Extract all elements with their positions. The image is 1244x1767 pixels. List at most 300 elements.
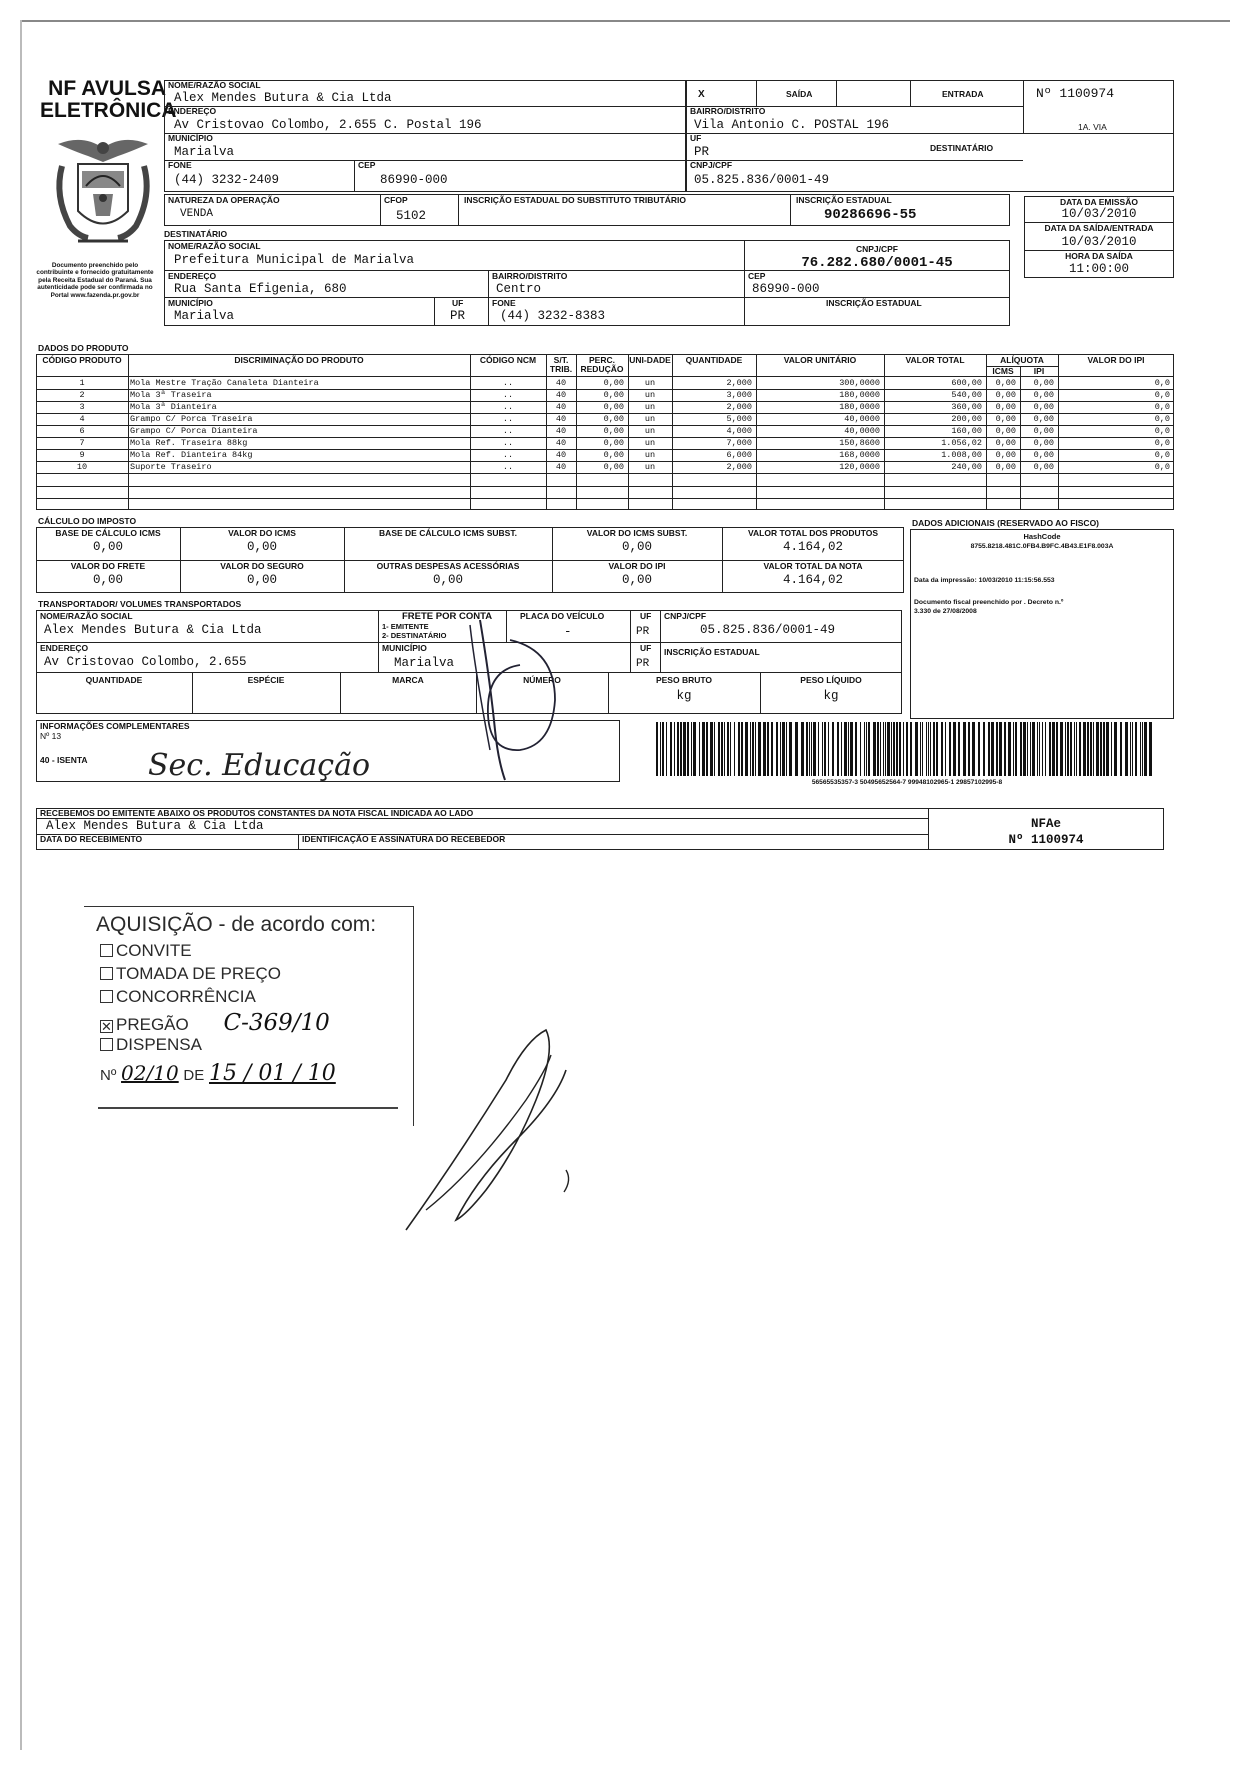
tipo-divider xyxy=(1023,80,1024,133)
cell-un: un xyxy=(644,390,656,400)
barcode-bar xyxy=(741,722,743,776)
transporte-divider xyxy=(630,610,631,672)
transporte-municipio-label: MUNICÍPIO xyxy=(382,643,427,653)
nota-via: 1A. VIA xyxy=(1078,122,1107,132)
stamp-number-row xyxy=(100,1061,336,1086)
transporte-endereco-label: ENDEREÇO xyxy=(40,643,89,653)
barcode-bar xyxy=(699,722,700,776)
cell-qtd: 2,000 xyxy=(726,402,752,412)
stamp-date-hand: 15 / 01 / 10 xyxy=(209,1061,336,1086)
cell-vtotal: 1.008,00 xyxy=(941,450,982,460)
produtos-section-label: DADOS DO PRODUTO xyxy=(38,343,129,353)
barcode-bar xyxy=(822,722,823,776)
stamp-no-hand: 02/10 xyxy=(121,1061,179,1085)
ie: 90286696-55 xyxy=(824,207,917,223)
cell-qtd: 2,000 xyxy=(726,462,752,472)
barcode-bar xyxy=(1052,722,1055,776)
emitente-uf: PR xyxy=(694,145,710,159)
col-divider xyxy=(128,354,129,510)
natureza: VENDA xyxy=(180,208,214,220)
transporte-ie-label: INSCRIÇÃO ESTADUAL xyxy=(664,647,760,657)
cell-vipi: 0,0 xyxy=(1154,462,1170,472)
th-icms: ICMS xyxy=(992,366,1014,376)
peso-bruto-label: PESO BRUTO xyxy=(655,675,713,685)
barcode-digits: 56565535357-3 50495652564-7 99948102965-1 29857102995-8 xyxy=(811,779,1003,786)
ie-label: INSCRIÇÃO ESTADUAL xyxy=(796,195,892,205)
th-st: S/T. TRIB. xyxy=(549,355,573,374)
barcode-bar xyxy=(1045,722,1046,776)
numero-label: NÚMERO xyxy=(523,675,561,685)
cell-st: 40 xyxy=(555,378,567,388)
barcode-bar xyxy=(903,722,904,776)
barcode-bar xyxy=(885,722,886,776)
cell-descricao: Mola 3ª Traseira xyxy=(130,390,212,400)
cell-icms: 0,00 xyxy=(995,426,1016,436)
complementares-line2: 40 - ISENTA xyxy=(40,755,88,765)
barcode-bar xyxy=(860,722,861,776)
cell-ncm: .. xyxy=(502,450,514,460)
barcode-bar xyxy=(828,722,829,776)
canhoto-numero: Nº 1100974 xyxy=(1008,833,1084,847)
stamp-opt2: TOMADA DE PREÇO xyxy=(116,964,281,983)
transporte-section-label: TRANSPORTADOR/ VOLUMES TRANSPORTADOS xyxy=(38,599,242,609)
barcode-bar xyxy=(1120,722,1122,776)
barcode-bar xyxy=(1106,722,1109,776)
cfop-label: CFOP xyxy=(384,195,408,205)
cell-perc: 0,00 xyxy=(603,426,624,436)
operacao-divider xyxy=(790,194,791,226)
destinatario-nome-label: NOME/RAZÃO SOCIAL xyxy=(168,241,261,251)
stamp-opt4-hand: C-369/10 xyxy=(223,1010,330,1036)
cell-st: 40 xyxy=(555,414,567,424)
imposto-section-label: CÁLCULO DO IMPOSTO xyxy=(38,516,137,526)
cell-vipi: 0,0 xyxy=(1154,426,1170,436)
transporte-uf2: PR xyxy=(636,658,650,670)
barcode-bar xyxy=(745,722,748,776)
nf-title-line2: ELETRÔNICA xyxy=(40,99,177,122)
barcode-bar xyxy=(978,722,980,776)
barcode-bar xyxy=(926,722,927,776)
cell-st: 40 xyxy=(555,426,567,436)
barcode-bar xyxy=(1049,722,1051,776)
cell-vipi: 0,0 xyxy=(1154,414,1170,424)
natureza-label: NATUREZA DA OPERAÇÃO xyxy=(168,195,280,205)
barcode-bar xyxy=(1093,722,1094,776)
total-nota: 4.164,02 xyxy=(782,573,843,587)
barcode-bar xyxy=(1023,722,1026,776)
th-aliquota: ALÍQUOTA xyxy=(1000,355,1044,365)
emitente-uf-label: UF xyxy=(690,133,702,143)
stamp-checkbox-icon xyxy=(100,967,113,980)
barcode-bar xyxy=(789,722,792,776)
emitente-cnpj-label: CNPJ/CPF xyxy=(690,160,733,170)
barcode-bar xyxy=(896,722,898,776)
cell-icms: 0,00 xyxy=(995,438,1016,448)
cell-qtd: 5,000 xyxy=(726,414,752,424)
peso-bruto: kg xyxy=(676,689,692,703)
cell-un: un xyxy=(644,450,656,460)
barcode-bar xyxy=(683,722,686,776)
destinatario-fone-label: FONE xyxy=(492,298,516,308)
aquisicao-stamp xyxy=(84,906,414,1126)
seguro: 0,00 xyxy=(246,573,277,587)
transporte-uf2-label: UF xyxy=(640,643,652,653)
barcode-bar xyxy=(1042,722,1043,776)
cell-qtd: 4,000 xyxy=(726,426,752,436)
barcode-bar xyxy=(1008,722,1011,776)
barcode-bar xyxy=(949,722,951,776)
barcode-bar xyxy=(1083,722,1086,776)
barcode-bar xyxy=(1027,722,1028,776)
cell-vtotal: 200,00 xyxy=(951,414,982,424)
stamp-opt3-row xyxy=(100,987,256,1007)
barcode-bar xyxy=(891,722,892,776)
tipo-x-mark: X xyxy=(698,89,705,100)
barcode-bar xyxy=(1004,722,1006,776)
frete-label: VALOR DO FRETE xyxy=(70,561,146,571)
barcode-bar xyxy=(776,722,778,776)
stamp-checkbox-icon xyxy=(100,990,113,1003)
cell-vunit: 150,8600 xyxy=(839,438,880,448)
peso-liquido-label: PESO LÍQUIDO xyxy=(800,675,862,685)
barcode-bar xyxy=(922,722,923,776)
placa-label: PLACA DO VEÍCULO xyxy=(520,611,605,621)
valor-icms-label: VALOR DO ICMS xyxy=(228,528,296,538)
barcode-bar xyxy=(1056,722,1058,776)
barcode-bar xyxy=(1030,722,1031,776)
barcode-bar xyxy=(1103,722,1105,776)
cell-vtotal: 540,00 xyxy=(951,390,982,400)
fisco-decreto: Documento fiscal preenchido por . Decreto n.º 3.330 de 27/08/2008 xyxy=(914,599,1064,615)
barcode-bar xyxy=(662,722,664,776)
outras-label: OUTRAS DESPESAS ACESSÓRIAS xyxy=(376,561,520,571)
quantidade-label: QUANTIDADE xyxy=(85,675,143,685)
barcode-bar xyxy=(868,722,870,776)
cell-st: 40 xyxy=(555,438,567,448)
barcode-bar xyxy=(674,722,675,776)
cell-ncm: .. xyxy=(502,426,514,436)
tipo-divider xyxy=(836,80,837,106)
cell-vtotal: 600,00 xyxy=(951,378,982,388)
barcode-bar xyxy=(837,722,839,776)
cell-perc: 0,00 xyxy=(603,462,624,472)
barcode-bar xyxy=(691,722,692,776)
fisco-box xyxy=(910,529,1174,719)
cell-ipi: 0,00 xyxy=(1033,378,1054,388)
cfop: 5102 xyxy=(396,209,427,223)
barcode-bar xyxy=(771,722,773,776)
cell-vipi: 0,0 xyxy=(1154,390,1170,400)
barcode-bar xyxy=(877,722,879,776)
barcode-bar xyxy=(1090,722,1092,776)
barcode-bar xyxy=(734,722,735,776)
hora: 11:00:00 xyxy=(1068,262,1129,276)
barcode-bar xyxy=(972,722,975,776)
barcode-bar xyxy=(718,722,720,776)
stamp-opt3: CONCORRÊNCIA xyxy=(116,987,256,1006)
valor-st-label: VALOR DO ICMS SUBST. xyxy=(586,528,688,538)
stamp-de-prefix: DE xyxy=(183,1067,205,1084)
transporte-uf: PR xyxy=(636,626,650,638)
barcode-bar xyxy=(1070,722,1072,776)
cell-icms: 0,00 xyxy=(995,414,1016,424)
total-nota-label: VALOR TOTAL DA NOTA xyxy=(763,561,863,571)
th-un: UNI-DADE xyxy=(629,355,671,365)
th-descricao: DISCRIMINAÇÃO DO PRODUTO xyxy=(234,355,364,365)
barcode-bar xyxy=(693,722,696,776)
barcode-bar xyxy=(883,722,884,776)
stamp-checkbox-icon xyxy=(100,1038,113,1051)
barcode-bar xyxy=(1111,722,1112,776)
cell-ncm: .. xyxy=(502,402,514,412)
cell-descricao: Mola 3ª Dianteira xyxy=(130,402,217,412)
emitente-divider xyxy=(164,160,686,161)
barcode-bar xyxy=(767,722,769,776)
barcode-bar xyxy=(710,722,713,776)
transporte-divider xyxy=(378,610,379,672)
barcode-bar xyxy=(887,722,890,776)
total-produtos-label: VALOR TOTAL DOS PRODUTOS xyxy=(747,528,879,538)
stamp-no-prefix: Nº xyxy=(100,1067,117,1084)
barcode-bar xyxy=(677,722,679,776)
barcode xyxy=(656,722,1158,776)
barcode-bar xyxy=(1039,722,1040,776)
emitente-fone-label: FONE xyxy=(168,160,192,170)
scan-top-edge xyxy=(20,20,1230,22)
destinatario-fone: (44) 3232-8383 xyxy=(500,309,606,323)
th-qtd: QUANTIDADE xyxy=(685,355,743,365)
destinatario-cnpj-label: CNPJ/CPF xyxy=(855,244,899,254)
produtos-footer-divider xyxy=(36,486,1174,487)
barcode-bar xyxy=(680,722,682,776)
barcode-bar xyxy=(893,722,895,776)
valor-st: 0,00 xyxy=(621,540,652,554)
saida: 10/03/2010 xyxy=(1061,235,1137,249)
barcode-bar xyxy=(915,722,918,776)
destinatario-bairro-label: BAIRRO/DISTRITO xyxy=(492,271,568,281)
emitente-cep-label: CEP xyxy=(358,160,376,170)
destinatario-bairro: Centro xyxy=(496,282,542,296)
emitente-cnpj: 05.825.836/0001-49 xyxy=(694,173,830,187)
outras: 0,00 xyxy=(432,573,463,587)
cell-vunit: 180,0000 xyxy=(839,390,880,400)
cell-vunit: 168,0000 xyxy=(839,450,880,460)
cell-st: 40 xyxy=(555,390,567,400)
destinatario-uf-label: UF xyxy=(452,298,464,308)
cell-icms: 0,00 xyxy=(995,450,1016,460)
th-vtotal: VALOR TOTAL xyxy=(905,355,965,365)
cell-icms: 0,00 xyxy=(995,462,1016,472)
th-codigo: CÓDIGO PRODUTO xyxy=(42,355,122,365)
destinatario-nome: Prefeitura Municipal de Marialva xyxy=(174,253,415,267)
produtos-footer-divider xyxy=(36,498,1174,499)
nf-title-line1: NF AVULSA xyxy=(48,77,166,100)
cell-perc: 0,00 xyxy=(603,438,624,448)
barcode-bar xyxy=(813,722,816,776)
cell-descricao: Mola Ref. Dianteira 84kg xyxy=(130,450,253,460)
barcode-bar xyxy=(1060,722,1063,776)
cell-st: 40 xyxy=(555,402,567,412)
frete-opt1: 1- EMITENTE xyxy=(382,622,429,631)
cell-vipi: 0,0 xyxy=(1154,450,1170,460)
nota-numero: Nº 1100974 xyxy=(1036,86,1115,101)
barcode-bar xyxy=(844,722,847,776)
transporte-nome-label: NOME/RAZÃO SOCIAL xyxy=(40,611,133,621)
cell-vunit: 40,0000 xyxy=(844,426,880,436)
hora-label: HORA DA SAÍDA xyxy=(1065,251,1133,261)
barcode-bar xyxy=(930,722,931,776)
barcode-bar xyxy=(806,722,808,776)
destinatario-endereco-label: ENDEREÇO xyxy=(168,271,217,281)
cell-codigo: 1 xyxy=(79,378,85,388)
transporte-uf-label: UF xyxy=(640,611,652,621)
barcode-bar xyxy=(968,722,970,776)
barcode-bar xyxy=(782,722,785,776)
emitente-endereco-label: ENDEREÇO xyxy=(168,106,217,116)
th-ipi: IPI xyxy=(1033,366,1045,376)
cell-codigo: 2 xyxy=(79,390,85,400)
barcode-bar xyxy=(750,722,751,776)
fisco-impressao: Data da impressão: 10/03/2010 11:15:56.553 xyxy=(914,577,1055,584)
stamp-bottom-line xyxy=(98,1107,398,1109)
barcode-bar xyxy=(656,722,658,776)
cell-icms: 0,00 xyxy=(995,378,1016,388)
barcode-bar xyxy=(738,722,740,776)
cell-descricao: Suporte Traseiro xyxy=(130,462,212,472)
cell-vipi: 0,0 xyxy=(1154,402,1170,412)
barcode-bar xyxy=(841,722,842,776)
cell-un: un xyxy=(644,402,656,412)
barcode-bar xyxy=(906,722,908,776)
barcode-bar xyxy=(953,722,956,776)
destinatario-ie-label: INSCRIÇÃO ESTADUAL xyxy=(826,298,922,308)
canhoto-ident-label: IDENTIFICAÇÃO E ASSINATURA DO RECEBEDOR xyxy=(302,834,506,844)
barcode-bar xyxy=(1130,722,1131,776)
complementares-line1: Nº 13 xyxy=(40,731,62,741)
barcode-bar xyxy=(963,722,966,776)
barcode-bar xyxy=(1037,722,1038,776)
stamp-opt2-row xyxy=(100,964,281,984)
emitente-divider xyxy=(164,106,686,107)
transporte-cnpj-label: CNPJ/CPF xyxy=(664,611,707,621)
barcode-bar xyxy=(824,722,826,776)
emissao: 10/03/2010 xyxy=(1061,207,1137,221)
cell-codigo: 9 xyxy=(79,450,85,460)
cell-perc: 0,00 xyxy=(603,414,624,424)
base-icms: 0,00 xyxy=(92,540,123,554)
barcode-bar xyxy=(1074,722,1075,776)
cell-perc: 0,00 xyxy=(603,390,624,400)
transporte-cnpj: 05.825.836/0001-49 xyxy=(700,623,836,637)
barcode-bar xyxy=(666,722,667,776)
scan-left-edge xyxy=(20,20,22,1750)
barcode-bar xyxy=(780,722,781,776)
frete-opt2: 2- DESTINATÁRIO xyxy=(382,631,447,640)
ipi: 0,00 xyxy=(621,573,652,587)
cell-un: un xyxy=(644,414,656,424)
destinatario-divider xyxy=(434,297,435,326)
barcode-bar xyxy=(818,722,819,776)
barcode-bar xyxy=(988,722,990,776)
cell-qtd: 3,000 xyxy=(726,390,752,400)
base-st-label: BASE DE CÁLCULO ICMS SUBST. xyxy=(379,528,517,538)
cell-un: un xyxy=(644,462,656,472)
barcode-bar xyxy=(1149,722,1152,776)
cell-ncm: .. xyxy=(502,462,514,472)
barcode-bar xyxy=(848,722,849,776)
barcode-bar xyxy=(880,722,881,776)
cell-qtd: 6,000 xyxy=(726,450,752,460)
barcode-bar xyxy=(1125,722,1128,776)
barcode-bar xyxy=(1015,722,1017,776)
barcode-bar xyxy=(763,722,766,776)
valor-icms: 0,00 xyxy=(246,540,277,554)
cell-ipi: 0,00 xyxy=(1033,426,1054,436)
th-vipi: VALOR DO IPI xyxy=(1087,355,1145,365)
tipo-divider xyxy=(686,160,1023,161)
barcode-bar xyxy=(1013,722,1014,776)
tipo-divider xyxy=(910,80,911,106)
barcode-bar xyxy=(786,722,787,776)
barcode-bar xyxy=(1020,722,1022,776)
destinatario-endereco: Rua Santa Efigenia, 680 xyxy=(174,282,347,296)
barcode-bar xyxy=(936,722,938,776)
cell-codigo: 10 xyxy=(76,462,88,472)
barcode-bar xyxy=(1076,722,1077,776)
cell-vtotal: 1.056,02 xyxy=(941,438,982,448)
emitente-nome-label: NOME/RAZÃO SOCIAL xyxy=(168,80,261,90)
transporte-nome: Alex Mendes Butura & Cia Ltda xyxy=(44,623,262,637)
barcode-bar xyxy=(866,722,867,776)
emitente-divider xyxy=(164,133,686,134)
table-row-divider xyxy=(36,473,1174,474)
stamp-opt4-row xyxy=(100,1010,330,1036)
cell-codigo: 3 xyxy=(79,402,85,412)
cell-vunit: 300,0000 xyxy=(839,378,880,388)
barcode-bar xyxy=(928,722,929,776)
emitente-nome: Alex Mendes Butura & Cia Ltda xyxy=(174,91,392,105)
barcode-bar xyxy=(670,722,672,776)
emitente-fone: (44) 3232-2409 xyxy=(174,173,280,187)
parana-coat-of-arms-icon xyxy=(48,126,158,256)
emitente-endereco: Av Cristovao Colombo, 2.655 C. Postal 196 xyxy=(174,118,482,132)
cell-un: un xyxy=(644,426,656,436)
cell-qtd: 2,000 xyxy=(726,378,752,388)
barcode-bar xyxy=(702,722,705,776)
barcode-bar xyxy=(758,722,761,776)
barcode-bar xyxy=(660,722,661,776)
transporte-endereco: Av Cristovao Colombo, 2.655 xyxy=(44,655,247,669)
signature xyxy=(396,1010,596,1240)
barcode-bar xyxy=(801,722,804,776)
cell-vipi: 0,0 xyxy=(1154,438,1170,448)
barcode-bar xyxy=(941,722,943,776)
emitente-bairro: Vila Antonio C. POSTAL 196 xyxy=(694,118,890,132)
fisco-hash-label: HashCode xyxy=(1023,532,1061,541)
barcode-bar xyxy=(724,722,725,776)
cell-ipi: 0,00 xyxy=(1033,438,1054,448)
fisco-hash: 8755.8218.481C.0FB4.B9FC.4B43.E1F8.003A xyxy=(970,543,1114,550)
cell-un: un xyxy=(644,378,656,388)
signature-scribble xyxy=(460,610,580,790)
canhoto-recebemos: RECEBEMOS DO EMITENTE ABAIXO OS PRODUTOS CONSTANTES DA NOTA FISCAL INDICADA AO LADO xyxy=(40,808,474,818)
frete: 0,00 xyxy=(92,573,123,587)
cell-ipi: 0,00 xyxy=(1033,462,1054,472)
cell-ncm: .. xyxy=(502,438,514,448)
barcode-bar xyxy=(1032,722,1035,776)
stamp-opt5: DISPENSA xyxy=(116,1035,202,1054)
barcode-bar xyxy=(864,722,865,776)
